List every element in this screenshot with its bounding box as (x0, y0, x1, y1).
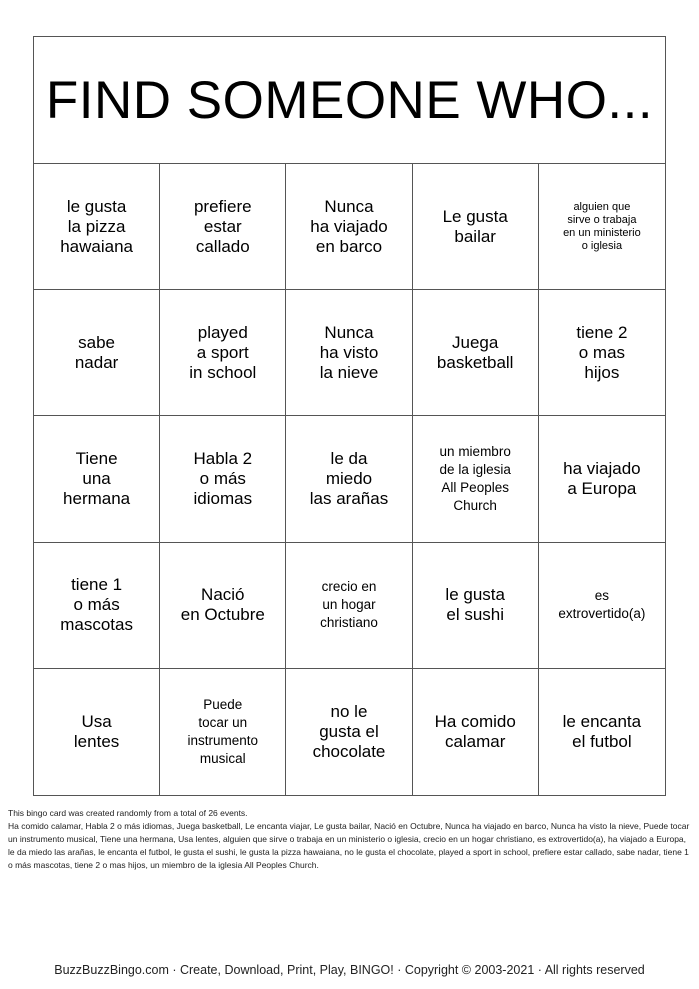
bingo-cell: un miembro de la iglesia All Peoples Church (413, 416, 539, 542)
footnote-intro: This bingo card was created randomly from a total of 26 events. (8, 808, 248, 818)
bingo-cell: le encanta el futbol (562, 711, 642, 751)
site-footer: BuzzBuzzBingo.com · Create, Download, Print, Play, BINGO! · Copyright © 2003-2021 · All rights reserved (54, 963, 645, 977)
bingo-cell: Nunca ha visto la nieve (286, 290, 412, 416)
bingo-cell: no le gusta el chocolate (286, 669, 412, 795)
bingo-cell: Juega basketball (413, 290, 539, 416)
bingo-cell: played a sport in school (160, 290, 286, 416)
bingo-cell: Nació en Octubre (160, 543, 286, 669)
bingo-cell: crecio en un hogar christiano (286, 543, 412, 669)
bingo-cell: sabe nadar (34, 290, 160, 416)
bingo-cell: tiene 2 o mas hijos (539, 290, 665, 416)
bingo-cell: le gusta la pizza hawaiana (34, 164, 160, 290)
bingo-cell: ha viajado a Europa (539, 416, 665, 542)
bingo-cell: Le gusta bailar (413, 164, 539, 290)
bingo-cell: Nunca ha viajado en barco (286, 164, 412, 290)
bingo-cell: prefiere estar callado (160, 164, 286, 290)
card-title: FIND SOMEONE WHO... (34, 37, 665, 164)
bingo-cell: Tiene una hermana (34, 416, 160, 542)
footnote-event-list: Ha comido calamar, Habla 2 o más idiomas, Juega basketball, Le encanta viajar, Le gusta bailar, Nació en Octubre, Nunca ha viajado en barco, Nunca ha visto la nieve, Puede tocar un instrumento musical, Tiene una hermana, Usa lentes, alguien que sirve o trabaja en un ministerio o iglesia, crecio en un hogar christiano, es extrovertido(a), ha viajado a Europa, le da miedo las arañas, le encanta el futbol, le gusta el sushi, le gusta la pizza hawaiana, no le gusta el chocolate, played a sport in school, prefiere estar callado, sabe nadar, tiene 1 o más mascotas, tiene 2 o mas hijos, un miembro de la iglesia All Peoples Church. (8, 821, 690, 870)
bingo-cell: tiene 1 o más mascotas (34, 543, 160, 669)
bingo-cell: Puede tocar un instrumento musical (160, 669, 286, 795)
bingo-cell: Usa lentes (34, 669, 160, 795)
bingo-cell: le gusta el sushi (413, 543, 539, 669)
bingo-cell: le da miedo las arañas (286, 416, 412, 542)
bingo-cell: Ha comido calamar (413, 669, 539, 795)
bingo-cell: Habla 2 o más idiomas (160, 416, 286, 542)
card-footnote (8, 807, 692, 872)
bingo-cell: es extrovertido(a) (539, 543, 665, 669)
bingo-cell: alguien que sirve o trabaja en un ministerio o iglesia (539, 164, 665, 290)
bingo-grid (34, 164, 665, 795)
bingo-card (33, 36, 666, 796)
